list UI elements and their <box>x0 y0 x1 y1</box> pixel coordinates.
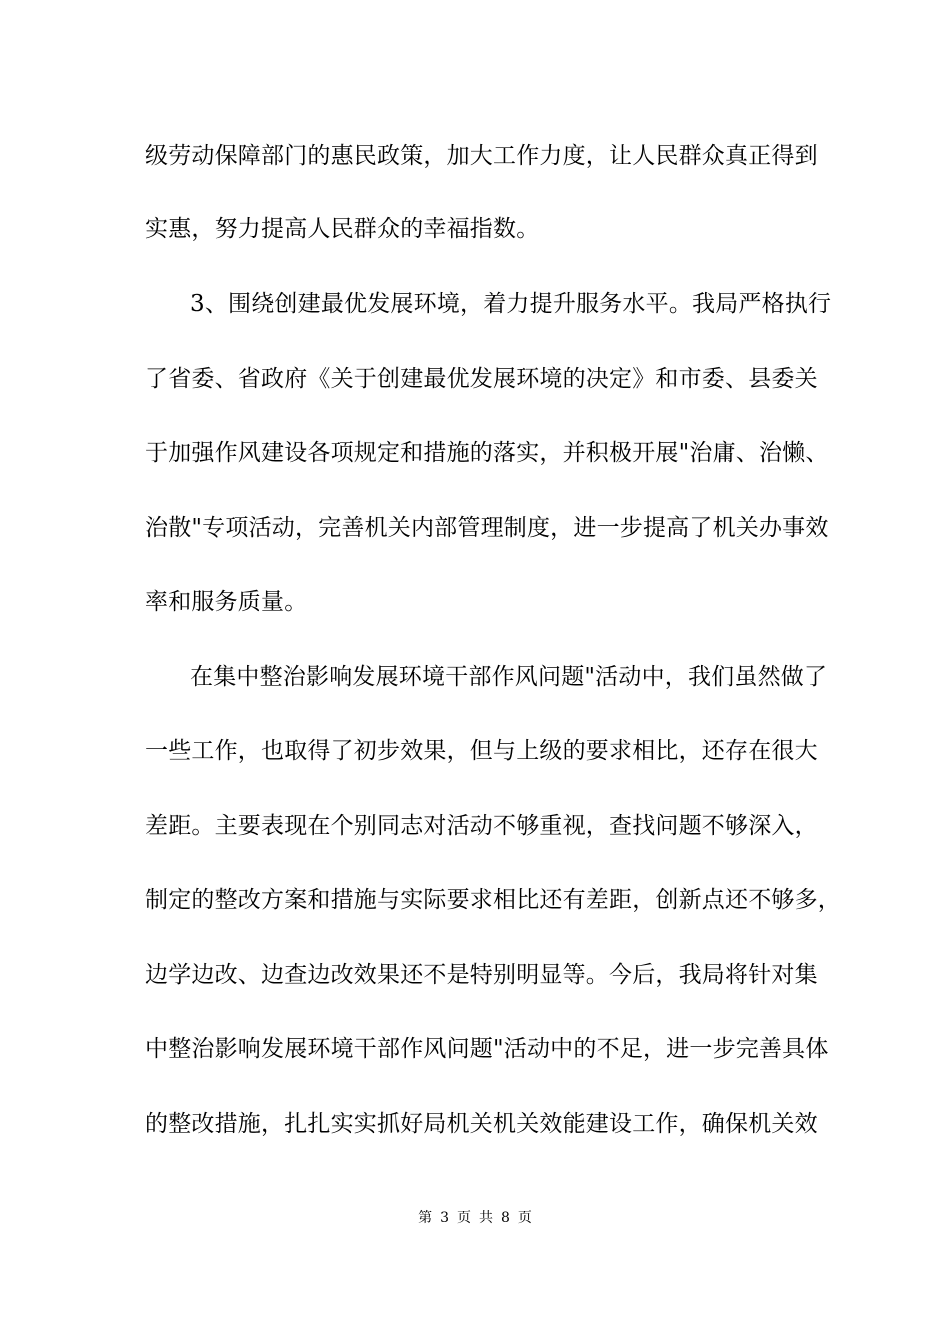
text-line-3: 3、围绕创建最优发展环境，着力提升服务水平。我局严格执行 <box>190 291 832 317</box>
text-line-11: 制定的整改方案和措施与实际要求相比还有差距，创新点还不够多， <box>145 887 841 913</box>
text-line-6: 治散"专项活动，完善机关内部管理制度，进一步提高了机关办事效 <box>145 515 829 541</box>
footer-total-prefix: 共 <box>479 1210 493 1226</box>
footer-current-page: 3 <box>440 1210 449 1226</box>
footer-suffix: 页 <box>517 1210 532 1226</box>
footer-prefix: 第 <box>418 1210 433 1226</box>
text-line-12: 边学边改、边查边改效果还不是特别明显等。今后，我局将针对集 <box>145 962 818 988</box>
footer-page-word: 页 <box>457 1210 471 1226</box>
text-line-10: 差距。主要表现在个别同志对活动不够重视，查找问题不够深入， <box>145 813 818 839</box>
footer-total-pages: 8 <box>501 1210 510 1226</box>
text-line-8: 在集中整治影响发展环境干部作风问题"活动中，我们虽然做了 <box>190 664 828 690</box>
text-line-14: 的整改措施，扎扎实实抓好局机关机关效能建设工作，确保机关效 <box>145 1111 818 1137</box>
text-line-7: 率和服务质量。 <box>145 589 308 615</box>
text-line-5: 于加强作风建设各项规定和措施的落实，并积极开展"治庸、治懒、 <box>145 440 829 466</box>
text-line-9: 一些工作，也取得了初步效果，但与上级的要求相比，还存在很大 <box>145 738 818 764</box>
text-line-4: 了省委、省政府《关于创建最优发展环境的决定》和市委、县委关 <box>145 366 818 392</box>
text-line-13: 中整治影响发展环境干部作风问题"活动中的不足，进一步完善具体 <box>145 1036 829 1062</box>
text-line-2: 实惠，努力提高人民群众的幸福指数。 <box>145 216 540 242</box>
text-line-1: 级劳动保障部门的惠民政策，加大工作力度，让人民群众真正得到 <box>145 143 818 169</box>
page-footer <box>0 1208 950 1228</box>
